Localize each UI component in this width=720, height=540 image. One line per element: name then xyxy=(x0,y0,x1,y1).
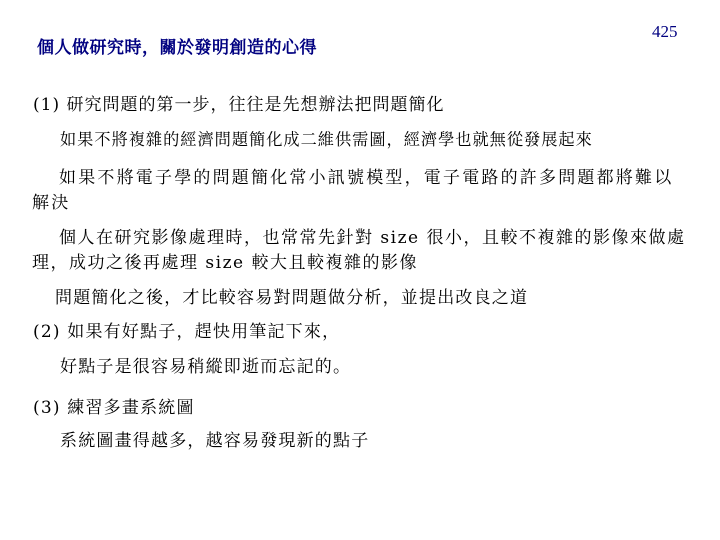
point-1-example-economics: 如果不將複雜的經濟問題簡化成二維供需圖，經濟學也就無從發展起來 xyxy=(60,130,593,149)
point-3-heading: (3) 練習多畫系統圖 xyxy=(33,398,195,418)
point-1-conclusion: 問題簡化之後，才比較容易對問題做分析，並提出改良之道 xyxy=(55,288,529,308)
page-number: 425 xyxy=(652,22,678,41)
point-2-detail: 好點子是很容易稍縱即逝而忘記的。 xyxy=(60,357,352,377)
point-1-example-electronics: 如果不將電子學的問題簡化常小訊號模型，電子電路的許多問題都將難以解決 xyxy=(32,168,674,213)
point-1-example-image-processing: 個人在研究影像處理時，也常常先針對 size 很小，且較不複雜的影像來做處理，成功之後再處理 size 較大且較複雜的影像 xyxy=(32,228,686,273)
point-3-detail: 系統圖畫得越多，越容易發現新的點子 xyxy=(60,431,370,451)
point-1-heading: (1) 研究問題的第一步，往往是先想辦法把問題簡化 xyxy=(33,95,445,115)
point-2-heading: (2) 如果有好點子，趕快用筆記下來， xyxy=(33,322,341,342)
slide-title: 個人做研究時，關於發明創造的心得 xyxy=(37,38,317,58)
